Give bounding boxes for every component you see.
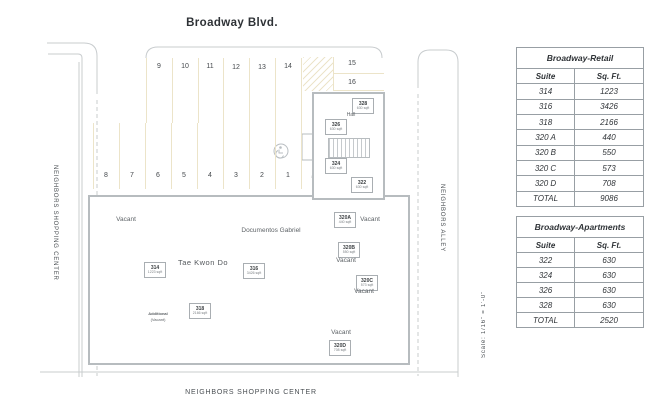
accessible-parking-icon [274,144,288,158]
suite-area: 1223 sqft [147,269,163,274]
parking-space-13: 13 [258,64,266,71]
header-suite: Suite [517,238,575,252]
cell-sqft: 630 [602,300,616,310]
cell-sqft: 630 [602,285,616,295]
suite-box-316 [243,263,265,279]
documentos-gabriel-label: Documentos Gabriel [241,227,301,234]
vacant-room-label: Vacant [116,216,136,223]
parking-space-16: 16 [348,79,356,86]
cell-suite: 320 A [517,130,575,144]
apartments-table-title: Broadway-Apartments [517,217,643,238]
table-row [517,115,643,130]
suite-number: 316 [249,265,259,272]
suite-number: 320A [339,214,351,221]
cell-suite: 320 B [517,146,575,160]
vacant-room-label: Vacant [354,288,374,295]
stall-line [198,58,199,123]
table-header-row [517,69,643,84]
cell-suite: 316 [517,100,575,114]
parking-space-1: 1 [286,172,290,179]
tae-kwon-do-label: Tae Kwon Do [177,258,229,267]
stall-line [333,90,384,91]
suite-area: 630 sqft [329,165,343,170]
vacant-room-label: Vacant [331,329,351,336]
suite-area: 440 sqft [338,219,352,224]
cell-sqft: 573 [602,163,616,173]
cell-sqft: 1223 [600,86,618,96]
suite-number: 328 [358,100,368,107]
suite-area: 708 sqft [333,347,347,352]
suite-number: 324 [331,160,341,167]
stall-line [301,58,302,123]
table-row [517,298,643,313]
cell-suite: 324 [517,268,575,282]
cell-suite: 320 D [517,176,575,190]
parking-space-6: 6 [156,172,160,179]
suite-box-314 [144,262,166,278]
parking-space-8: 8 [104,172,108,179]
stall-line [197,123,198,189]
additional-note-line1: Additional [148,311,168,316]
additional-vacant-note [148,311,168,322]
suite-box-320a [334,212,356,228]
cell-sqft: 630 [602,255,616,265]
stall-line [333,57,334,90]
vacant-room-label: Vacant [360,216,380,223]
table-row [517,268,643,283]
cell-sqft: 2166 [600,117,618,127]
hatched-no-parking-area [303,57,333,91]
suite-box-320d [329,340,351,356]
hall-label: Hall [346,112,356,118]
cell-sqft: 3426 [600,102,618,112]
header-suite: Suite [517,69,575,83]
stall-line [223,58,224,123]
street-label-bottom-neighbors-shopping-center: NEIGHBORS SHOPPING CENTER [185,389,317,396]
cell-sqft: 550 [602,148,616,158]
cell-sqft: 9086 [600,194,618,204]
stall-line [333,73,384,74]
retail-table-title: Broadway-Retail [517,48,643,69]
scale-note: Scale: 1/16" = 1'-0" [481,291,487,358]
table-row [517,253,643,268]
table-row [517,161,643,176]
cell-suite: 314 [517,84,575,98]
stall-line [146,58,147,123]
suite-box-326 [325,119,347,135]
cell-suite: 328 [517,298,575,312]
street-label-neighbors-alley: NEIGHBORS ALLEY [439,184,445,253]
stall-line [249,58,250,123]
suite-number: 326 [331,121,341,128]
street-label-broadway-blvd: Broadway Blvd. [186,17,278,29]
table-row [517,84,643,99]
stall-line [249,123,250,189]
stall-line [171,123,172,189]
cell-suite: 322 [517,253,575,267]
stall-line [145,123,146,189]
suite-area: 630 sqft [355,184,369,189]
suite-area: 550 sqft [342,249,356,254]
suite-area: 2166 sqft [192,310,208,315]
parking-space-9: 9 [157,63,161,70]
cell-suite: TOTAL [517,192,575,206]
stall-line [223,123,224,189]
stall-line [275,123,276,189]
retail-table [516,47,644,207]
suite-number: 322 [357,179,367,186]
cell-suite: 320 C [517,161,575,175]
table-total-row [517,192,643,206]
table-row [517,176,643,191]
cell-sqft: 708 [602,178,616,188]
stall-line [93,123,94,189]
parking-space-14: 14 [284,63,292,70]
suite-area: 3426 sqft [246,270,262,275]
street-label-left-neighbors-shopping-center: NEIGHBORS SHOPPING CENTER [52,165,58,281]
cell-sqft: 2520 [600,315,618,325]
suite-box-322 [351,177,373,193]
table-total-row [517,313,643,327]
apartments-table [516,216,644,328]
cell-sqft: 630 [602,270,616,280]
stall-line [301,123,302,189]
suite-number: 320C [361,277,373,284]
table-header-row [517,238,643,253]
parking-space-11: 11 [206,63,214,70]
additional-note-line2: (Vacant) [150,316,166,322]
parking-space-4: 4 [208,172,212,179]
header-sqft: Sq. Ft. [596,240,622,250]
apartment-staircase [328,138,370,158]
suite-number: 320B [343,244,355,251]
cell-sqft: 440 [602,132,616,142]
suite-area: 630 sqft [356,105,370,110]
table-row [517,283,643,298]
cell-suite: TOTAL [517,313,575,327]
header-sqft: Sq. Ft. [596,71,622,81]
parking-space-10: 10 [181,63,189,70]
parking-space-3: 3 [234,172,238,179]
parking-space-2: 2 [260,172,264,179]
stall-line [172,58,173,123]
table-row [517,146,643,161]
table-row [517,130,643,145]
table-row [517,100,643,115]
parking-space-12: 12 [232,64,240,71]
vacant-room-label: Vacant [336,257,356,264]
parking-space-7: 7 [130,172,134,179]
stall-line [275,58,276,123]
cell-suite: 326 [517,283,575,297]
stall-line [119,123,120,189]
suite-box-320b [338,242,360,258]
suite-area: 573 sqft [360,282,374,287]
cell-suite: 318 [517,115,575,129]
parking-space-5: 5 [182,172,186,179]
suite-box-318 [189,303,211,319]
parking-space-15: 15 [348,60,356,67]
suite-box-324 [325,158,347,174]
suite-number: 318 [195,305,205,312]
suite-area: 630 sqft [329,126,343,131]
suite-number: 314 [150,264,160,271]
suite-number: 320D [334,342,346,349]
